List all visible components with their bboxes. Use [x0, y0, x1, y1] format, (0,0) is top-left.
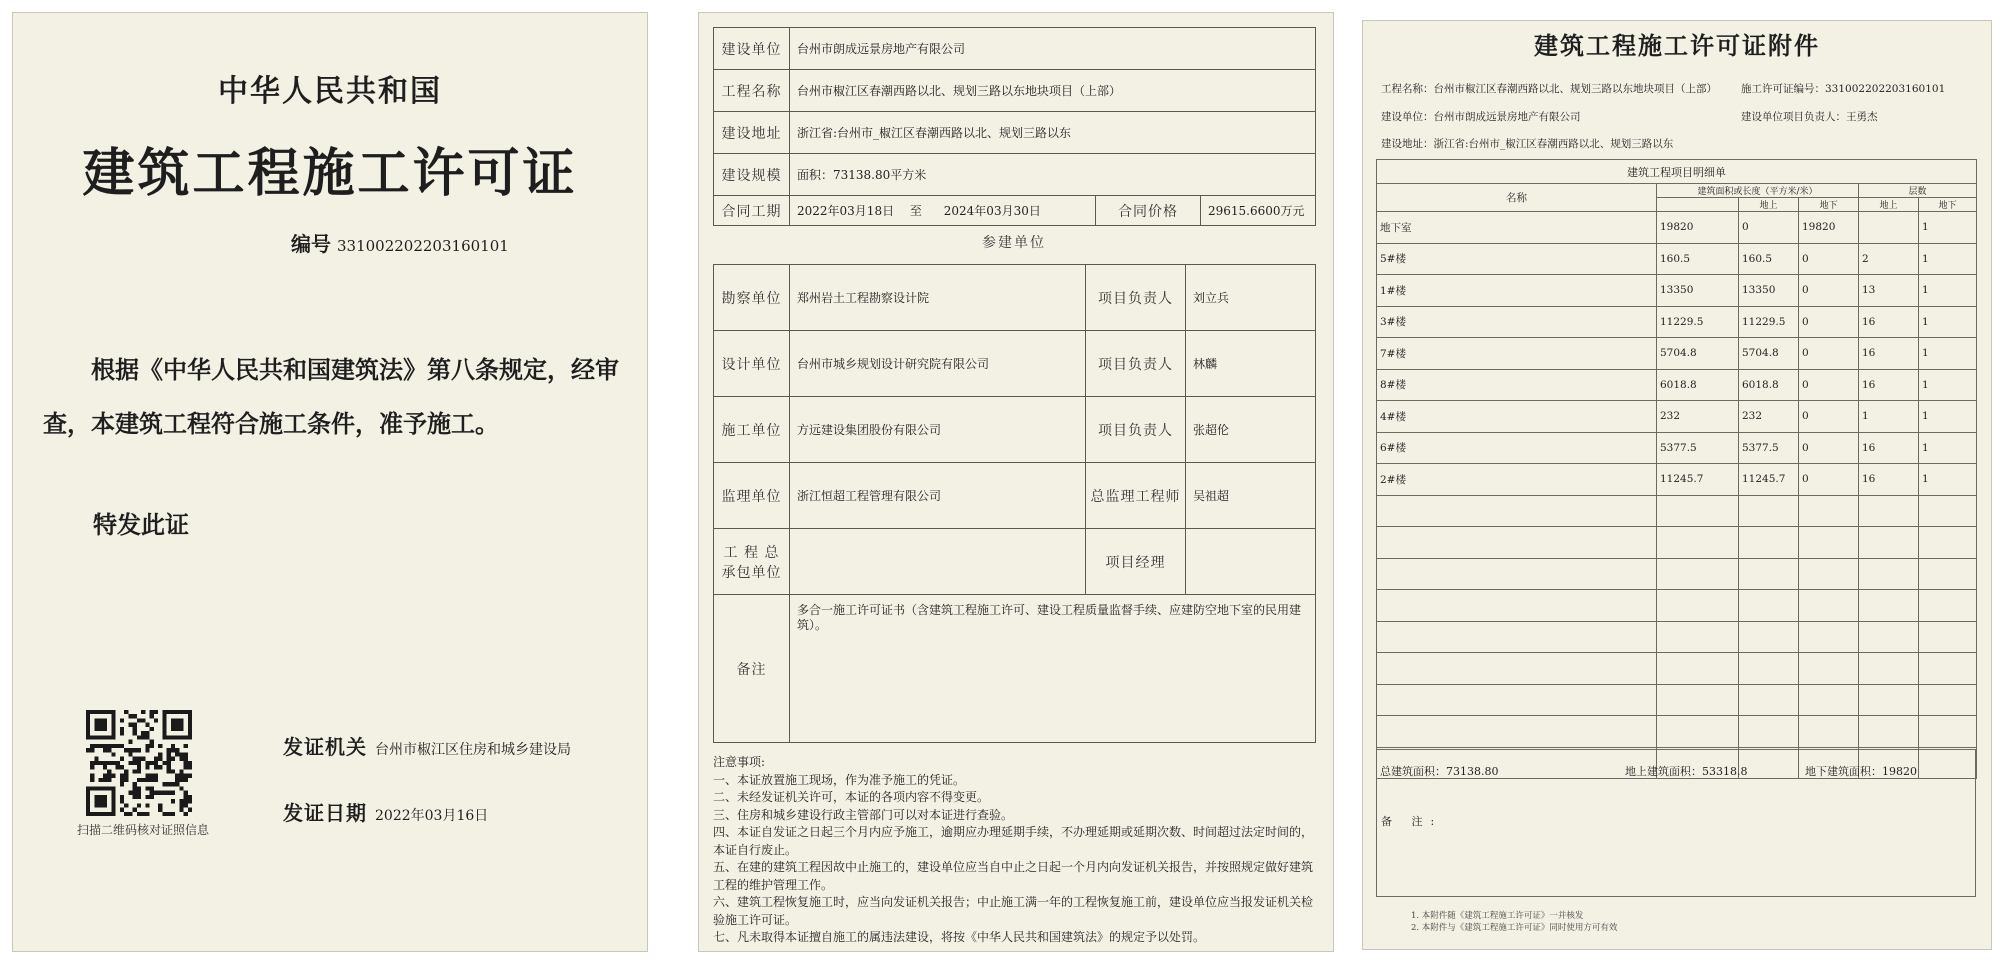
- table-cell: 0: [1799, 401, 1859, 433]
- table-cell: 16: [1859, 432, 1919, 464]
- table-cell: [1799, 653, 1859, 685]
- builder-value: 台州市朗成远景房地产有限公司: [790, 28, 1316, 70]
- table-cell: [1919, 716, 1977, 748]
- table-row: [714, 529, 1316, 595]
- table-cell: 2#楼: [1377, 464, 1657, 496]
- attachment-remark-label: 备 注:: [1381, 815, 1443, 828]
- table-cell: [1859, 684, 1919, 716]
- table-row: [1377, 243, 1977, 275]
- table-cell: [1377, 558, 1657, 590]
- design-person: 林麟: [1186, 331, 1316, 397]
- table-header-row: [1377, 184, 1977, 198]
- table-cell: 0: [1799, 432, 1859, 464]
- table-row: [714, 70, 1316, 112]
- table-cell: 5704.8: [1657, 338, 1739, 370]
- table-row: [714, 397, 1316, 463]
- footnote-2: 2. 本附件与《建筑工程施工许可证》同时使用方可有效: [1411, 923, 1618, 933]
- table-row: [714, 28, 1316, 70]
- list-item: 四、本证自发证之日起三个月内应予施工，逾期应办理延期手续，不办理延期或延期次数、时间超过法定时间的，本证自行废止。: [713, 825, 1314, 857]
- supervise-value: 浙江恒超工程管理有限公司: [790, 463, 1086, 529]
- table-cell: [1919, 558, 1977, 590]
- table-cell: 232: [1739, 401, 1799, 433]
- table-row: [714, 331, 1316, 397]
- participants-heading: 参建单位: [982, 235, 1046, 251]
- country-heading: 中华人民共和国: [218, 74, 442, 109]
- table-cell: [1739, 684, 1799, 716]
- table-cell: 0: [1799, 275, 1859, 307]
- total-area: 总建筑面积：73138.80: [1380, 765, 1499, 778]
- table-row: [714, 595, 1316, 743]
- construct-value: 方远建设集团股份有限公司: [790, 397, 1086, 463]
- issuer-field: [283, 731, 571, 760]
- table-cell: [1919, 495, 1977, 527]
- table-cell: [1859, 590, 1919, 622]
- period-to: 至: [909, 204, 922, 218]
- table-cell: 13: [1859, 275, 1919, 307]
- table-cell: 1: [1919, 338, 1977, 370]
- scale-label: 建设规模: [714, 154, 790, 196]
- general-contractor-role: 项目经理: [1086, 529, 1186, 595]
- table-cell: 19820: [1799, 212, 1859, 244]
- list-item: 二、未经发证机关许可，本证的各项内容不得变更。: [713, 790, 990, 804]
- issue-date-label: 发证日期: [283, 801, 367, 825]
- permit-attachment-page: [1362, 20, 1992, 950]
- table-row: [1377, 212, 1977, 244]
- table-cell: 13350: [1657, 275, 1739, 307]
- price-label: 合同价格: [1096, 196, 1201, 226]
- table-cell: 160.5: [1657, 243, 1739, 275]
- permit-details-page: [698, 12, 1334, 952]
- column-header-floors-below: 地下: [1919, 198, 1977, 212]
- table-cell: [1859, 527, 1919, 559]
- list-item: 五、在建的建筑工程因故中止施工的，建设单位应当自中止之日起一个月内向发证机关报告，并按照规定做好建筑工程的维护管理工作。: [713, 860, 1314, 892]
- remark-value: 多合一施工许可证书（含建筑工程施工许可、建设工程质量监督手续、应建防空地下室的民用建筑）。: [790, 595, 1316, 743]
- table-cell: 13350: [1739, 275, 1799, 307]
- price-value: 29615.6600万元: [1201, 196, 1316, 226]
- table-cell: 3#楼: [1377, 306, 1657, 338]
- issuer-value: 台州市椒江区住房和城乡建设局: [375, 742, 571, 758]
- table-row: [1377, 369, 1977, 401]
- table-cell: [1859, 495, 1919, 527]
- table-cell: [1657, 653, 1739, 685]
- table-cell: [1657, 558, 1739, 590]
- period-end: 2024年03月30日: [943, 204, 1041, 218]
- table-cell: 1: [1919, 243, 1977, 275]
- column-header-area-total: [1657, 198, 1739, 212]
- qr-code-icon[interactable]: [86, 710, 192, 816]
- table-cell: 11245.7: [1739, 464, 1799, 496]
- scale-value: 面积：73138.80平方米: [790, 154, 1316, 196]
- above-ground-area: 地上建筑面积：53318.8: [1625, 765, 1748, 778]
- table-cell: [1859, 621, 1919, 653]
- table-cell: [1377, 527, 1657, 559]
- qr-code-caption: 扫描二维码核对证照信息: [76, 823, 209, 837]
- table-cell: 0: [1799, 243, 1859, 275]
- table-cell: [1799, 621, 1859, 653]
- table-cell: 16: [1859, 369, 1919, 401]
- table-row: [1377, 653, 1977, 685]
- supervise-role: 总监理工程师: [1086, 463, 1186, 529]
- project-name-value: 台州市椒江区春潮西路以北、规划三路以东地块项目（上部）: [790, 70, 1316, 112]
- issue-date-value: 2022年03月16日: [375, 808, 489, 824]
- below-ground-area: 地下建筑面积：19820: [1805, 765, 1917, 778]
- table-cell: [1919, 590, 1977, 622]
- table-cell: [1799, 716, 1859, 748]
- column-header-area-above: 地上: [1739, 198, 1799, 212]
- table-cell: 0: [1799, 338, 1859, 370]
- table-cell: 16: [1859, 464, 1919, 496]
- project-info-table: [713, 27, 1316, 226]
- table-cell: [1657, 621, 1739, 653]
- address-label: 建设地址: [714, 112, 790, 154]
- notes-title: 注意事项:: [713, 755, 766, 769]
- certificate-number: [291, 228, 509, 257]
- table-cell: 160.5: [1739, 243, 1799, 275]
- table-cell: [1657, 590, 1739, 622]
- table-cell: 11229.5: [1739, 306, 1799, 338]
- table-cell: [1799, 527, 1859, 559]
- general-contractor-value: [790, 529, 1086, 595]
- table-cell: [1377, 684, 1657, 716]
- design-value: 台州市城乡规划设计研究院有限公司: [790, 331, 1086, 397]
- construct-label: 施工单位: [714, 397, 790, 463]
- table-cell: 11245.7: [1657, 464, 1739, 496]
- table-row: [1377, 495, 1977, 527]
- table-row: [1377, 338, 1977, 370]
- table-cell: [1919, 621, 1977, 653]
- table-row: [1377, 590, 1977, 622]
- period-value: [790, 196, 1096, 226]
- participants-table: [713, 264, 1316, 743]
- supervise-label: 监理单位: [714, 463, 790, 529]
- table-cell: [1377, 653, 1657, 685]
- table-cell: [1799, 495, 1859, 527]
- issuer-label: 发证机关: [283, 735, 367, 759]
- table-row: [1377, 306, 1977, 338]
- address-value: 浙江省:台州市_椒江区春潮西路以北、规划三路以东: [790, 112, 1316, 154]
- table-row: [714, 154, 1316, 196]
- table-cell: [1739, 716, 1799, 748]
- table-row: [714, 112, 1316, 154]
- table-cell: [1657, 495, 1739, 527]
- general-contractor-label-line1: 工 程 总: [723, 544, 780, 561]
- table-cell: 1: [1919, 464, 1977, 496]
- table-cell: [1739, 558, 1799, 590]
- table-row: [1377, 716, 1977, 748]
- table-cell: 1: [1859, 401, 1919, 433]
- table-cell: 8#楼: [1377, 369, 1657, 401]
- certificate-body-text: 根据《中华人民共和国建筑法》第八条规定，经审查，本建筑工程符合施工条件，准予施工。: [43, 355, 619, 438]
- column-header-floors-above: 地上: [1859, 198, 1919, 212]
- table-cell: [1799, 558, 1859, 590]
- certificate-number-value: 331002202203160101: [337, 237, 509, 255]
- remark-label: 备注: [714, 595, 790, 743]
- builder-label: 建设单位: [714, 28, 790, 70]
- survey-person: 刘立兵: [1186, 265, 1316, 331]
- table-row: [1377, 527, 1977, 559]
- attachment-builder: 建设单位：台州市朗成远景房地产有限公司: [1381, 111, 1581, 123]
- table-cell: 地下室: [1377, 212, 1657, 244]
- table-cell: [1377, 621, 1657, 653]
- table-cell: 0: [1799, 306, 1859, 338]
- table-cell: 2: [1859, 243, 1919, 275]
- general-contractor-label-line2: 承包单位: [721, 564, 782, 581]
- certificate-special-issue: 特发此证: [93, 510, 189, 539]
- column-header-area-below: 地下: [1799, 198, 1859, 212]
- detail-table-title: 建筑工程项目明细单: [1377, 160, 1977, 184]
- table-cell: 16: [1859, 338, 1919, 370]
- table-cell: 16: [1859, 306, 1919, 338]
- table-cell: 1: [1919, 275, 1977, 307]
- table-row: [1377, 160, 1977, 184]
- table-row: [1377, 464, 1977, 496]
- table-cell: 6#楼: [1377, 432, 1657, 464]
- table-cell: [1859, 716, 1919, 748]
- table-cell: 4#楼: [1377, 401, 1657, 433]
- table-cell: 1: [1919, 401, 1977, 433]
- list-item: 七、凡未取得本证擅自施工的属违法建设，将按《中华人民共和国建筑法》的规定予以处罚。: [713, 930, 1206, 944]
- list-item: 六、建筑工程恢复施工时，应当向发证机关报告；中止施工满一年的工程恢复施工前，建设单位应当报发证机关检验施工许可证。: [713, 895, 1314, 927]
- footnote-1: 1. 本附件随《建筑工程施工许可证》一并核发: [1411, 911, 1584, 921]
- table-cell: [1739, 621, 1799, 653]
- table-cell: 5377.5: [1657, 432, 1739, 464]
- issue-date-field: [283, 797, 488, 826]
- survey-label: 勘察单位: [714, 265, 790, 331]
- table-row: [1377, 558, 1977, 590]
- table-cell: 1: [1919, 432, 1977, 464]
- supervise-person: 吴祖超: [1186, 463, 1316, 529]
- certificate-title: 建筑工程施工许可证: [82, 143, 578, 204]
- column-header-area: 建筑面积或长度（平方米/米）: [1657, 184, 1859, 198]
- table-cell: [1799, 590, 1859, 622]
- table-cell: [1859, 558, 1919, 590]
- table-cell: 7#楼: [1377, 338, 1657, 370]
- project-name-label: 工程名称: [714, 70, 790, 112]
- survey-role: 项目负责人: [1086, 265, 1186, 331]
- table-cell: 0: [1739, 212, 1799, 244]
- table-cell: [1739, 495, 1799, 527]
- table-cell: [1859, 653, 1919, 685]
- list-item: 一、本证放置施工现场，作为准予施工的凭证。: [713, 772, 966, 787]
- table-row: [714, 196, 1316, 226]
- table-row: [1377, 684, 1977, 716]
- table-cell: 5704.8: [1739, 338, 1799, 370]
- table-row: [714, 265, 1316, 331]
- permit-certificate-page: [12, 12, 648, 952]
- column-header-name: 名称: [1377, 184, 1657, 212]
- table-cell: [1657, 716, 1739, 748]
- table-row: [1377, 621, 1977, 653]
- table-cell: 5#楼: [1377, 243, 1657, 275]
- survey-value: 郑州岩土工程勘察设计院: [790, 265, 1086, 331]
- design-label: 设计单位: [714, 331, 790, 397]
- notes-section: [713, 754, 1319, 947]
- table-cell: 0: [1799, 369, 1859, 401]
- table-cell: [1739, 590, 1799, 622]
- list-item: 三、住房和城乡建设行政主管部门可以对本证进行查验。: [713, 807, 1014, 822]
- attachment-address: 建设地址：浙江省:台州市_椒江区春潮西路以北、规划三路以东: [1381, 138, 1674, 150]
- table-cell: [1919, 684, 1977, 716]
- table-row: [1377, 401, 1977, 433]
- project-detail-table: [1376, 159, 1977, 779]
- table-row: [1377, 432, 1977, 464]
- attachment-builder-lead: 建设单位项目负责人：王勇杰: [1741, 111, 1878, 123]
- table-cell: [1377, 495, 1657, 527]
- table-cell: 19820: [1657, 212, 1739, 244]
- table-cell: [1739, 527, 1799, 559]
- table-cell: 1: [1919, 212, 1977, 244]
- column-header-floors: 层数: [1859, 184, 1977, 198]
- table-cell: 0: [1799, 464, 1859, 496]
- table-cell: [1859, 212, 1919, 244]
- table-cell: 6018.8: [1657, 369, 1739, 401]
- table-row: [714, 463, 1316, 529]
- table-cell: 1: [1919, 306, 1977, 338]
- design-role: 项目负责人: [1086, 331, 1186, 397]
- table-row: [1377, 275, 1977, 307]
- attachment-permit-number: 施工许可证编号：331002202203160101: [1741, 83, 1946, 95]
- table-cell: [1739, 653, 1799, 685]
- table-cell: [1919, 653, 1977, 685]
- table-cell: 1: [1919, 369, 1977, 401]
- table-cell: [1657, 527, 1739, 559]
- attachment-project-name: 工程名称：台州市椒江区春潮西路以北、规划三路以东地块项目（上部）: [1381, 83, 1717, 95]
- table-cell: 6018.8: [1739, 369, 1799, 401]
- table-cell: 11229.5: [1657, 306, 1739, 338]
- table-cell: [1377, 590, 1657, 622]
- table-cell: [1377, 716, 1657, 748]
- table-cell: 5377.5: [1739, 432, 1799, 464]
- table-cell: [1799, 684, 1859, 716]
- table-cell: 232: [1657, 401, 1739, 433]
- construct-person: 张超伦: [1186, 397, 1316, 463]
- attachment-title: 建筑工程施工许可证附件: [1534, 31, 1820, 60]
- construct-role: 项目负责人: [1086, 397, 1186, 463]
- period-start: 2022年03月18日: [797, 204, 895, 218]
- general-contractor-label: [714, 529, 790, 595]
- certificate-number-label: 编号: [291, 232, 331, 256]
- period-label: 合同工期: [714, 196, 790, 226]
- table-cell: [1657, 684, 1739, 716]
- table-cell: 1#楼: [1377, 275, 1657, 307]
- table-cell: [1919, 527, 1977, 559]
- general-contractor-person: [1186, 529, 1316, 595]
